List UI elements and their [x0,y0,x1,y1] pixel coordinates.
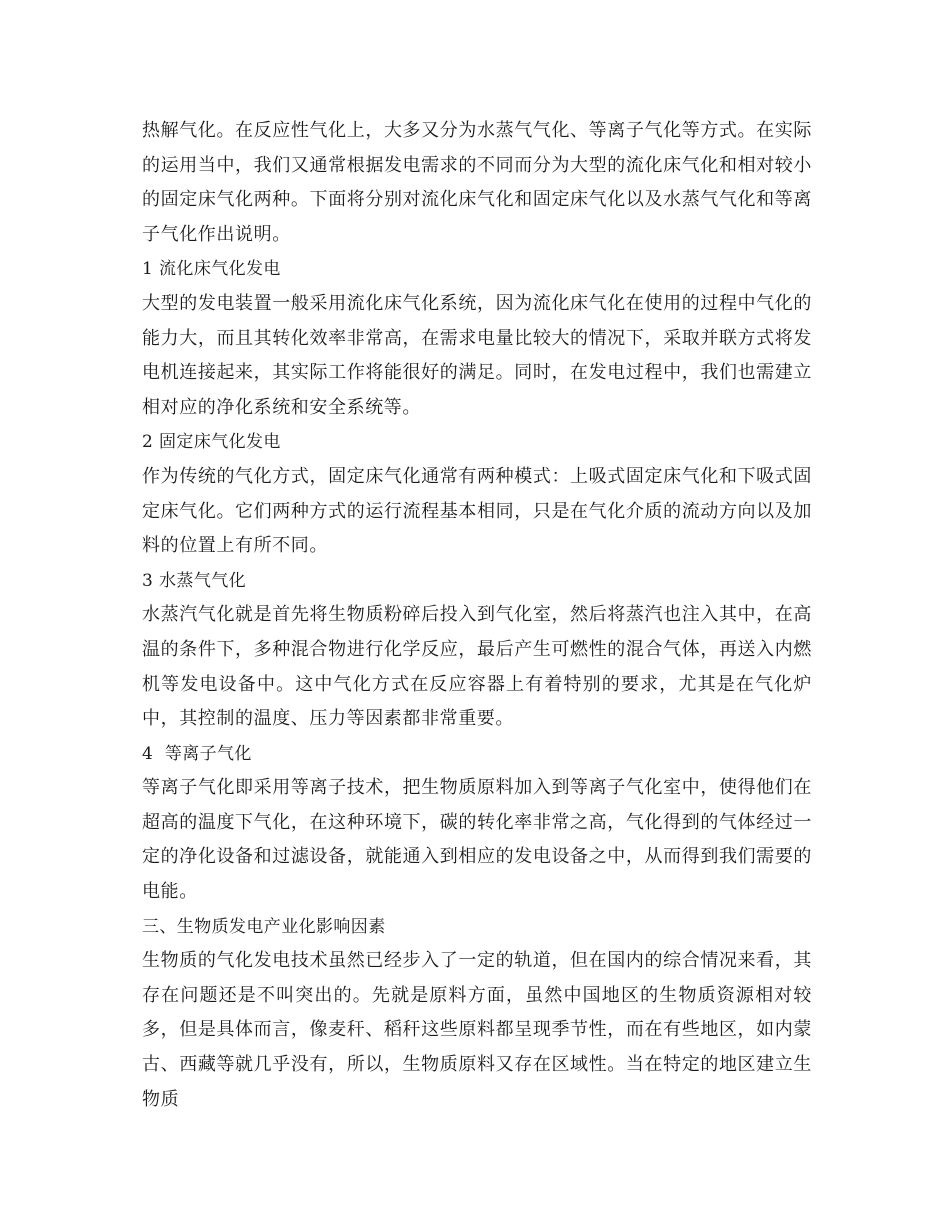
paragraph-intro: 热解气化。在反应性气化上，大多又分为水蒸气气化、等离子气化等方式。在实际的运用当中，我们又通常根据发电需求的不同而分为大型的流化床气化和相对较小的固定床气化两种。下面将分别对流化床气化和固定床气化以及水蒸气气化和等离子气化作出说明。 [142,120,812,245]
paragraph-plasma: 等离子气化即采用等离子技术，把生物质原料加入到等离子气化室中，使得他们在超高的温度下气化，在这种环境下，碳的转化率非常之高，气化得到的气体经过一定的净化设备和过滤设备，就能通入到相应的发电设备之中，从而得到我们需要的电能。 [142,777,812,903]
section-heading-fixed-bed: 2 固定床气化发电 [142,432,281,453]
document-body [142,114,812,1117]
paragraph-factors: 生物质的气化发电技术虽然已经步入了一定的轨道，但在国内的综合情况来看，其存在问题还是不叫突出的。先就是原料方面，虽然中国地区的生物质资源相对较多，但是具体而言，像麦秆、稻秆这些原料都呈现季节性，而在有些地区，如内蒙古、西藏等就几乎没有，所以，生物质原料又存在区域性。当在特定的地区建立生物质 [142,950,812,1110]
section-heading-steam: 3 水蒸气气化 [142,570,247,591]
section-heading-factors: 三、生物质发电产业化影响因素 [142,916,386,937]
section-heading-plasma: 4 等离子气化 [142,743,252,764]
paragraph-steam: 水蒸汽气化就是首先将生物质粉碎后投入到气化室，然后将蒸汽也注入其中，在高温的条件下，多种混合物进行化学反应，最后产生可燃性的混合气体，再送入内燃机等发电设备中。这中气化方式在反应容器上有着特别的要求，尤其是在气化炉中，其控制的温度、压力等因素都非常重要。 [142,604,812,730]
paragraph-fluidized-bed: 大型的发电装置一般采用流化床气化系统，因为流化床气化在使用的过程中气化的能力大，而且其转化效率非常高，在需求电量比较大的情况下，采取并联方式将发电机连接起来，其实际工作将能很好的满足。同时，在发电过程中，我们也需建立相对应的净化系统和安全系统等。 [142,292,812,418]
section-heading-fluidized-bed: 1 流化床气化发电 [142,259,281,280]
paragraph-fixed-bed: 作为传统的气化方式，固定床气化通常有两种模式：上吸式固定床气化和下吸式固定床气化。它们两种方式的运行流程基本相同，只是在气化介质的流动方向以及加料的位置上有所不同。 [142,465,812,557]
